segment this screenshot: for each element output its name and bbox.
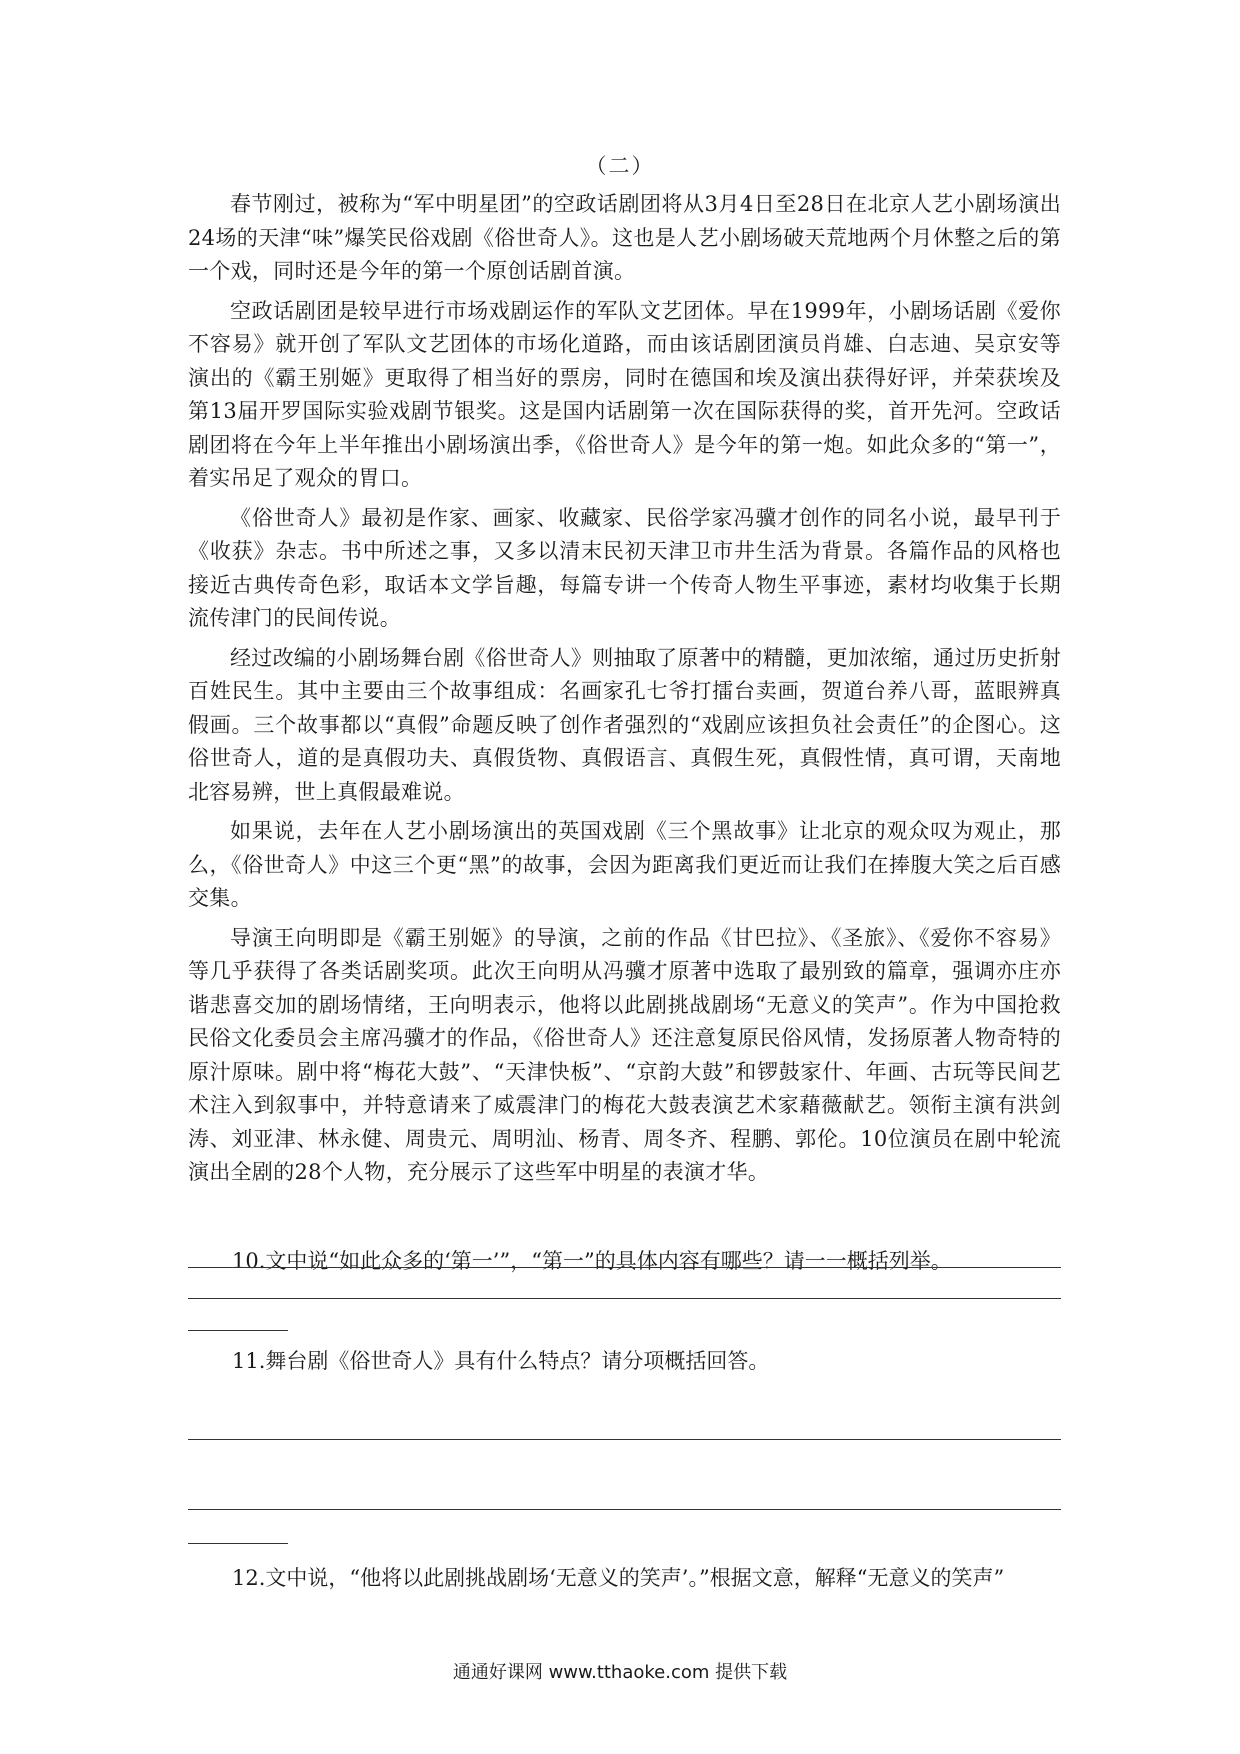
answer-line-q10-1[interactable] [188, 1267, 1061, 1268]
answer-line-q10-2[interactable] [188, 1298, 1061, 1299]
passage-paragraph: 如果说，去年在人艺小剧场演出的英国戏剧《三个黑故事》让北京的观众叹为观止，那么，《俗世奇人》中这三个更“黑”的故事，会因为距离我们更近而让我们在捧腹大笑之后百感交集。 [188, 819, 1061, 910]
section-title: （二） [585, 154, 655, 178]
answer-line-q10-3[interactable] [188, 1330, 288, 1331]
passage-paragraph: 经过改编的小剧场舞台剧《俗世奇人》则抽取了原著中的精髓，更加浓缩，通过历史折射百姓民生。其中主要由三个故事组成：名画家孔七爷打擂台卖画，贺道台养八哥，蓝眼辨真假画。三个故事都以“真假”命题反映了创作者强烈的“戏剧应该担负社会责任”的企图心。这俗世奇人，道的是真假功夫、真假货物、真假语言、真假生死，真假性情，真可谓，天南地北容易辨，世上真假最难说。 [188, 645, 1061, 804]
question-12: 12.文中说，“他将以此剧挑战剧场‘无意义的笑声’。”根据文意，解释“无意义的笑声” [232, 1566, 1005, 1590]
answer-line-q11-2[interactable] [188, 1509, 1061, 1510]
question-11: 11.舞台剧《俗世奇人》具有什么特点？请分项概括回答。 [232, 1349, 770, 1373]
passage-paragraph: 《俗世奇人》最初是作家、画家、收藏家、民俗学家冯骥才创作的同名小说，最早刊于《收获》杂志。书中所述之事，又多以清末民初天津卫市井生活为背景。各篇作品的风格也接近古典传奇色彩，取话本文学旨趣，每篇专讲一个传奇人物生平事迹，素材均收集于长期流传津门的民间传说。 [188, 505, 1061, 630]
answer-line-q11-3[interactable] [188, 1543, 288, 1544]
answer-line-q11-1[interactable] [188, 1439, 1061, 1440]
passage-paragraph: 春节刚过，被称为“军中明星团”的空政话剧团将从3月4日至28日在北京人艺小剧场演出24场的天津“味”爆笑民俗戏剧《俗世奇人》。这也是人艺小剧场破天荒地两个月休整之后的第一个戏，同时还是今年的第一个原创话剧首演。 [188, 192, 1061, 283]
question-10: 10.文中说“如此众多的‘第一’”，“第一”的具体内容有哪些？请一一概括列举。 [232, 1249, 952, 1273]
passage-paragraph: 空政话剧团是较早进行市场戏剧运作的军队文艺团体。早在1999年，小剧场话剧《爱你不容易》就开创了军队文艺团体的市场化道路，而由该话剧团演员肖雄、白志迪、吴京安等演出的《霸王别姬》更取得了相当好的票房，同时在德国和埃及演出获得好评，并荣获埃及第13届开罗国际实验戏剧节银奖。这是国内话剧第一次在国际获得的奖，首开先河。空政话剧团将在今年上半年推出小剧场演出季，《俗世奇人》是今年的第一炮。如此众多的“第一”，着实吊足了观众的胃口。 [188, 298, 1061, 490]
passage-paragraph: 导演王向明即是《霸王别姬》的导演，之前的作品《甘巴拉》、《圣旅》、《爱你不容易》等几乎获得了各类话剧奖项。此次王向明从冯骥才原著中选取了最别致的篇章，强调亦庄亦谐悲喜交加的剧场情绪，王向明表示，他将以此剧挑战剧场“无意义的笑声”。作为中国抢救民俗文化委员会主席冯骥才的作品，《俗世奇人》还注意复原民俗风情，发扬原著人物奇特的原汁原味。剧中将“梅花大鼓”、“天津快板”、“京韵大鼓”和锣鼓家什、年画、古玩等民间艺术注入到叙事中，并特意请来了威震津门的梅花大鼓表演艺术家藉薇献艺。领衔主演有洪剑涛、刘亚津、林永健、周贵元、周明汕、杨青、周冬齐、程鹏、郭伦。10位演员在剧中轮流演出全剧的28个人物，充分展示了这些军中明星的表演才华。 [188, 925, 1061, 1184]
reading-passage [188, 188, 1061, 1196]
page-footer: 通通好课网 www.tthaoke.com 提供下载 [452, 1662, 788, 1683]
